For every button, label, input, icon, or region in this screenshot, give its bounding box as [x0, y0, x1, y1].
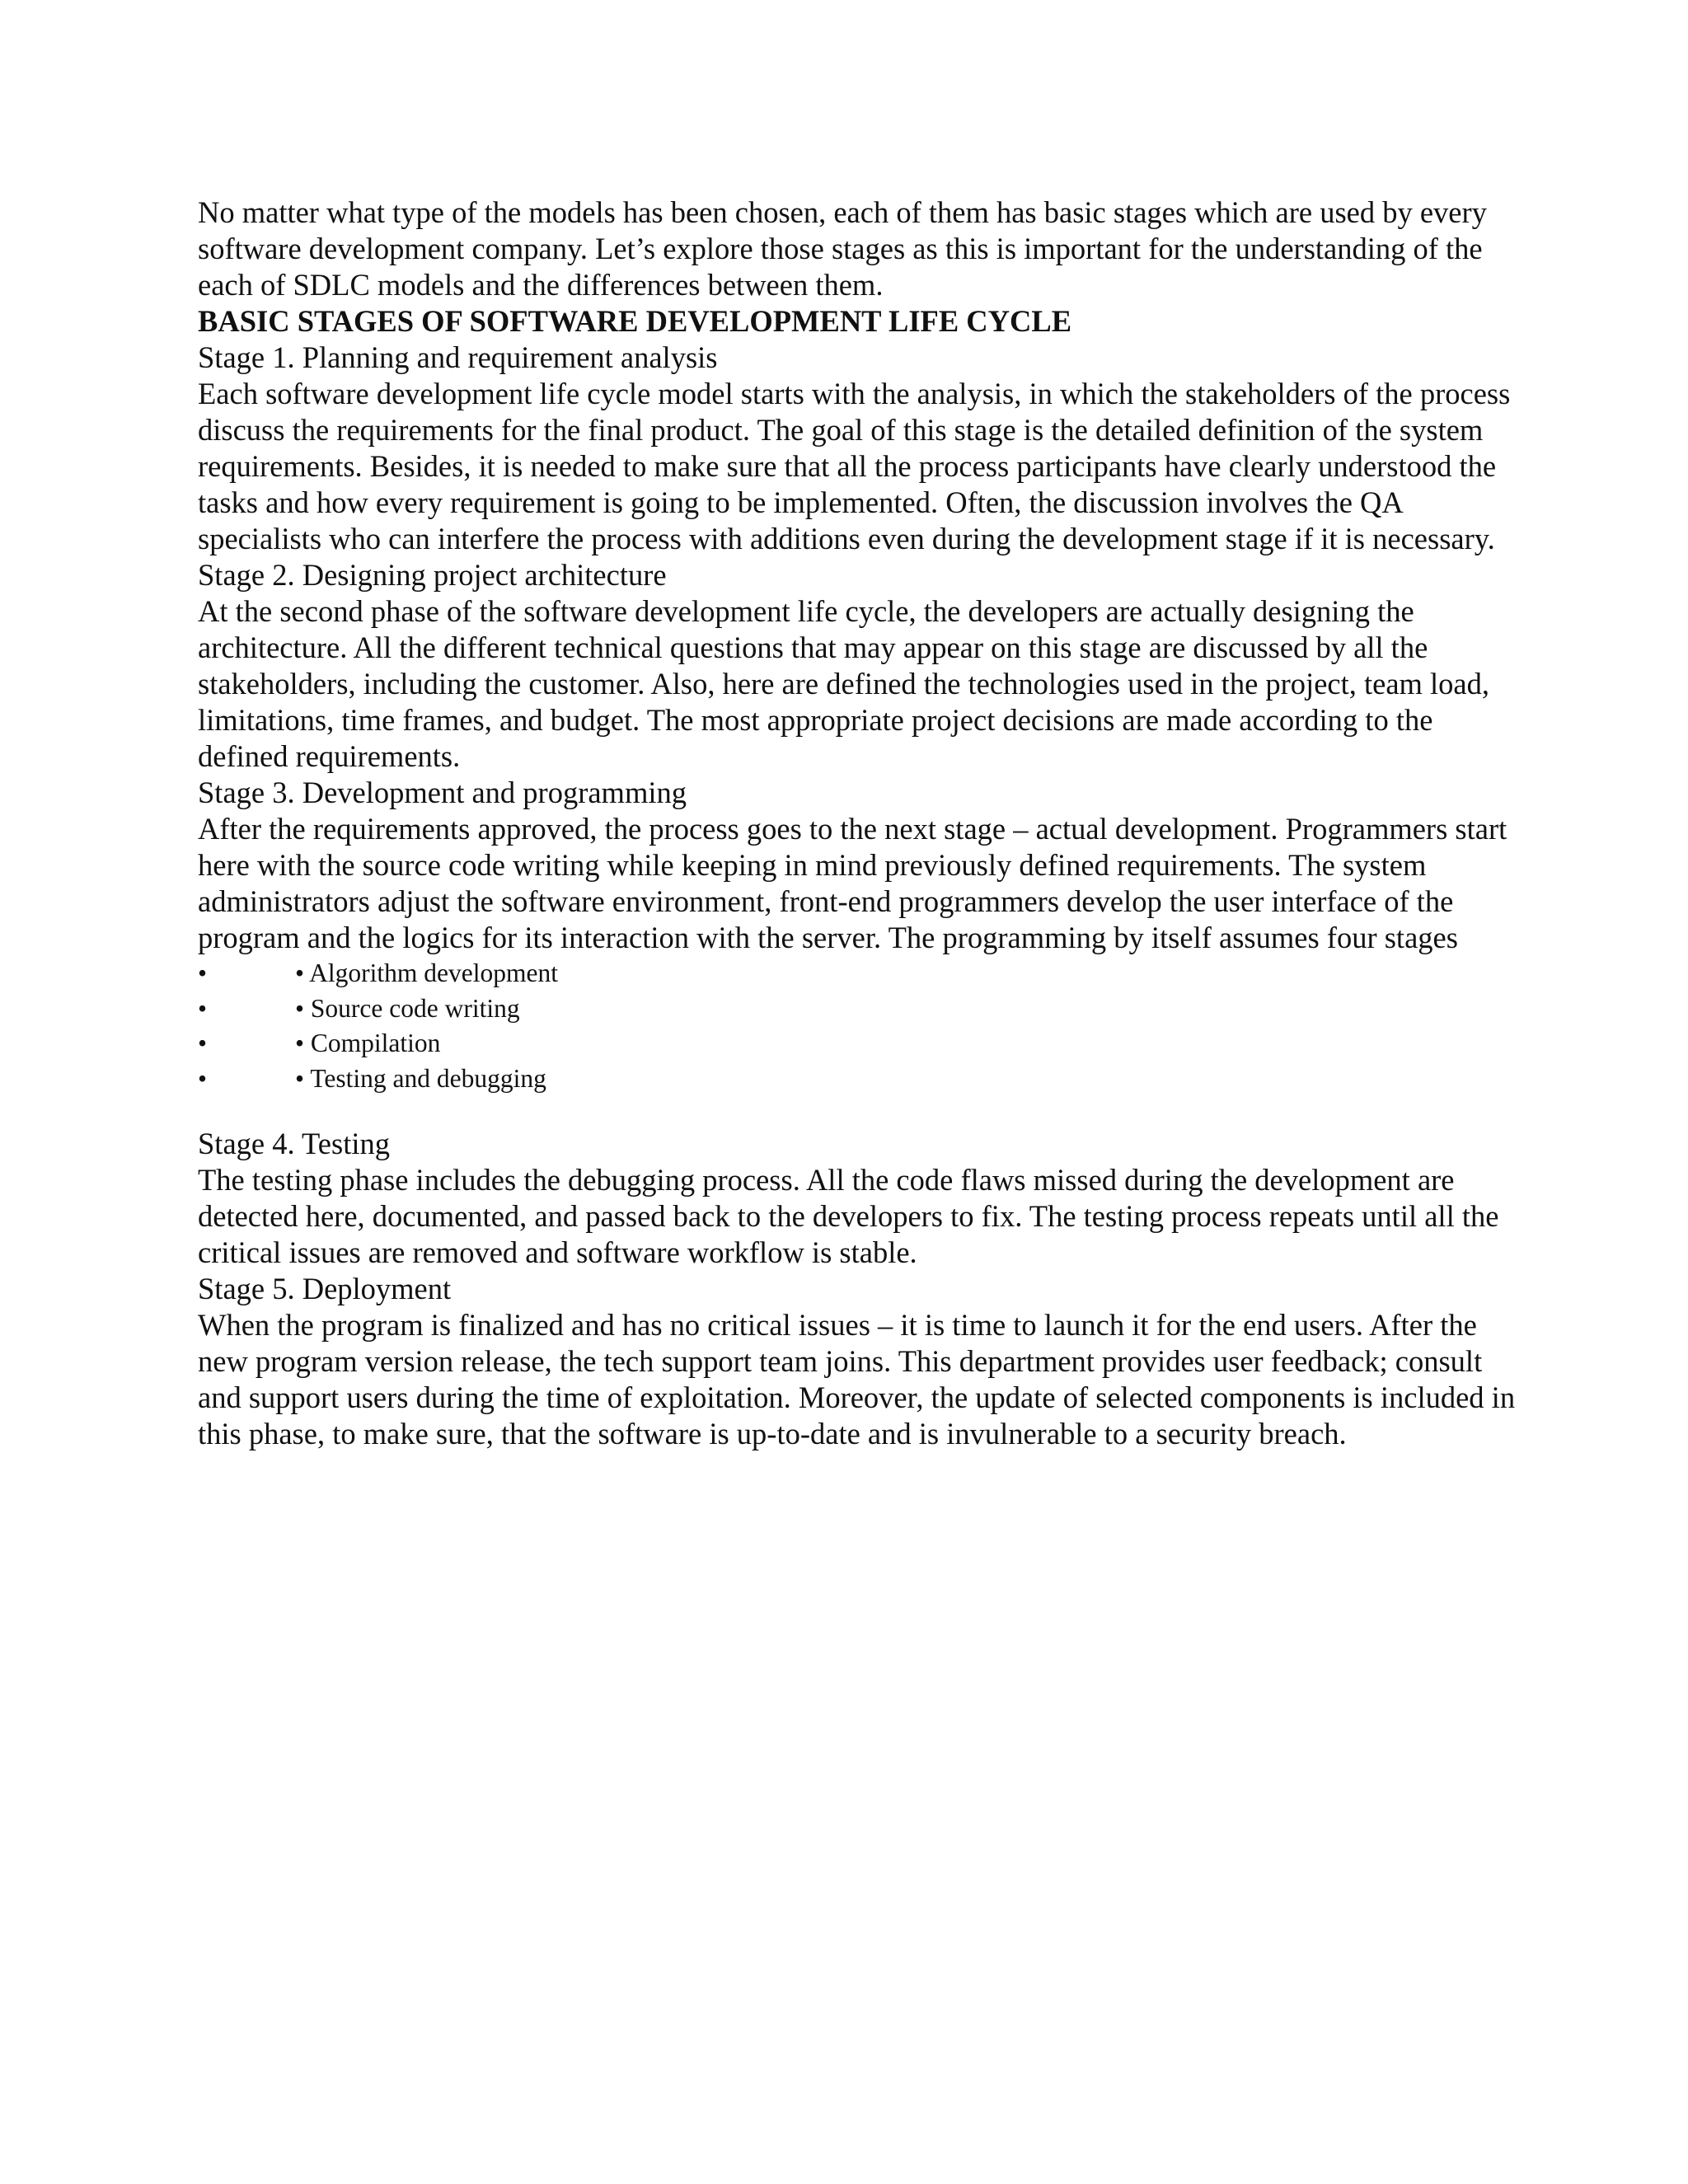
list-item-text: • Source code writing [295, 993, 520, 1023]
list-item [198, 1026, 1517, 1062]
list-item [198, 1062, 1517, 1097]
list-item-text: • Compilation [295, 1029, 441, 1057]
stage-5-title: Stage 5. Deployment [198, 1272, 452, 1305]
stage-2-title: Stage 2. Designing project architecture [198, 558, 667, 592]
intro-paragraph: No matter what type of the models has been chosen, each of them has basic stages which are used by every software development company. Let’s explore those stages as this is important for the understanding of the each of SDLC models and the differences between them. [198, 195, 1487, 302]
list-item-text: • Algorithm development [295, 958, 558, 987]
stage-3-title: Stage 3. Development and programming [198, 776, 687, 809]
stage-3-paragraph: After the requirements approved, the process goes to the next stage – actual development. Programmers start here with the source code writing while keeping in mind previously defined requirements. The system administrators adjust the software environment, front-end programmers develop the user interface of the program and the logics for its interaction with the server. The programming by itself assumes four stages [198, 812, 1507, 954]
stage-1-title: Stage 1. Planning and requirement analysis [198, 340, 718, 374]
bullet-marker: • [198, 958, 208, 987]
bullet-marker: • [198, 993, 208, 1023]
list-item-text: • Testing and debugging [295, 1063, 546, 1093]
stage-4-paragraph: The testing phase includes the debugging process. All the code flaws missed during the development are detected here, documented, and passed back to the developers to fix. The testing process repeats until all the critical issues are removed and software workflow is stable. [198, 1163, 1499, 1269]
stage-1-paragraph: Each software development life cycle model starts with the analysis, in which the stakeholders of the process discuss the requirements for the final product. The goal of this stage is the detailed definition of the system requirements. Besides, it is needed to make sure that all the process participants have clearly understood the tasks and how every requirement is going to be implemented. Often, the discussion involves the QA specialists who can interfere the process with additions even during the development stage if it is necessary. [198, 377, 1511, 555]
bullet-marker: • [198, 1029, 208, 1057]
bullet-marker: • [198, 1063, 208, 1093]
list-item [198, 991, 1517, 1027]
list-item [198, 956, 1517, 991]
programming-stages-list [198, 956, 1517, 1096]
section-heading: BASIC STAGES OF SOFTWARE DEVELOPMENT LIFE CYCLE [198, 304, 1072, 338]
document-body [198, 194, 1517, 1452]
stage-5-paragraph: When the program is finalized and has no critical issues – it is time to launch it for the end users. After the new program version release, the tech support team joins. This department provides user feedback; consult and support users during the time of exploitation. Moreover, the update of selected components is included in this phase, to make sure, that the software is up-to-date and is invulnerable to a security breach. [198, 1308, 1516, 1451]
spacer [198, 1096, 1517, 1126]
stage-4-title: Stage 4. Testing [198, 1127, 390, 1160]
stage-2-paragraph: At the second phase of the software development life cycle, the developers are actually designing the architecture. All the different technical questions that may appear on this stage are discussed by all the stakeholders, including the customer. Also, here are defined the technologies used in the project, team load, limitations, time frames, and budget. The most appropriate project decisions are made according to the defined requirements. [198, 594, 1490, 773]
